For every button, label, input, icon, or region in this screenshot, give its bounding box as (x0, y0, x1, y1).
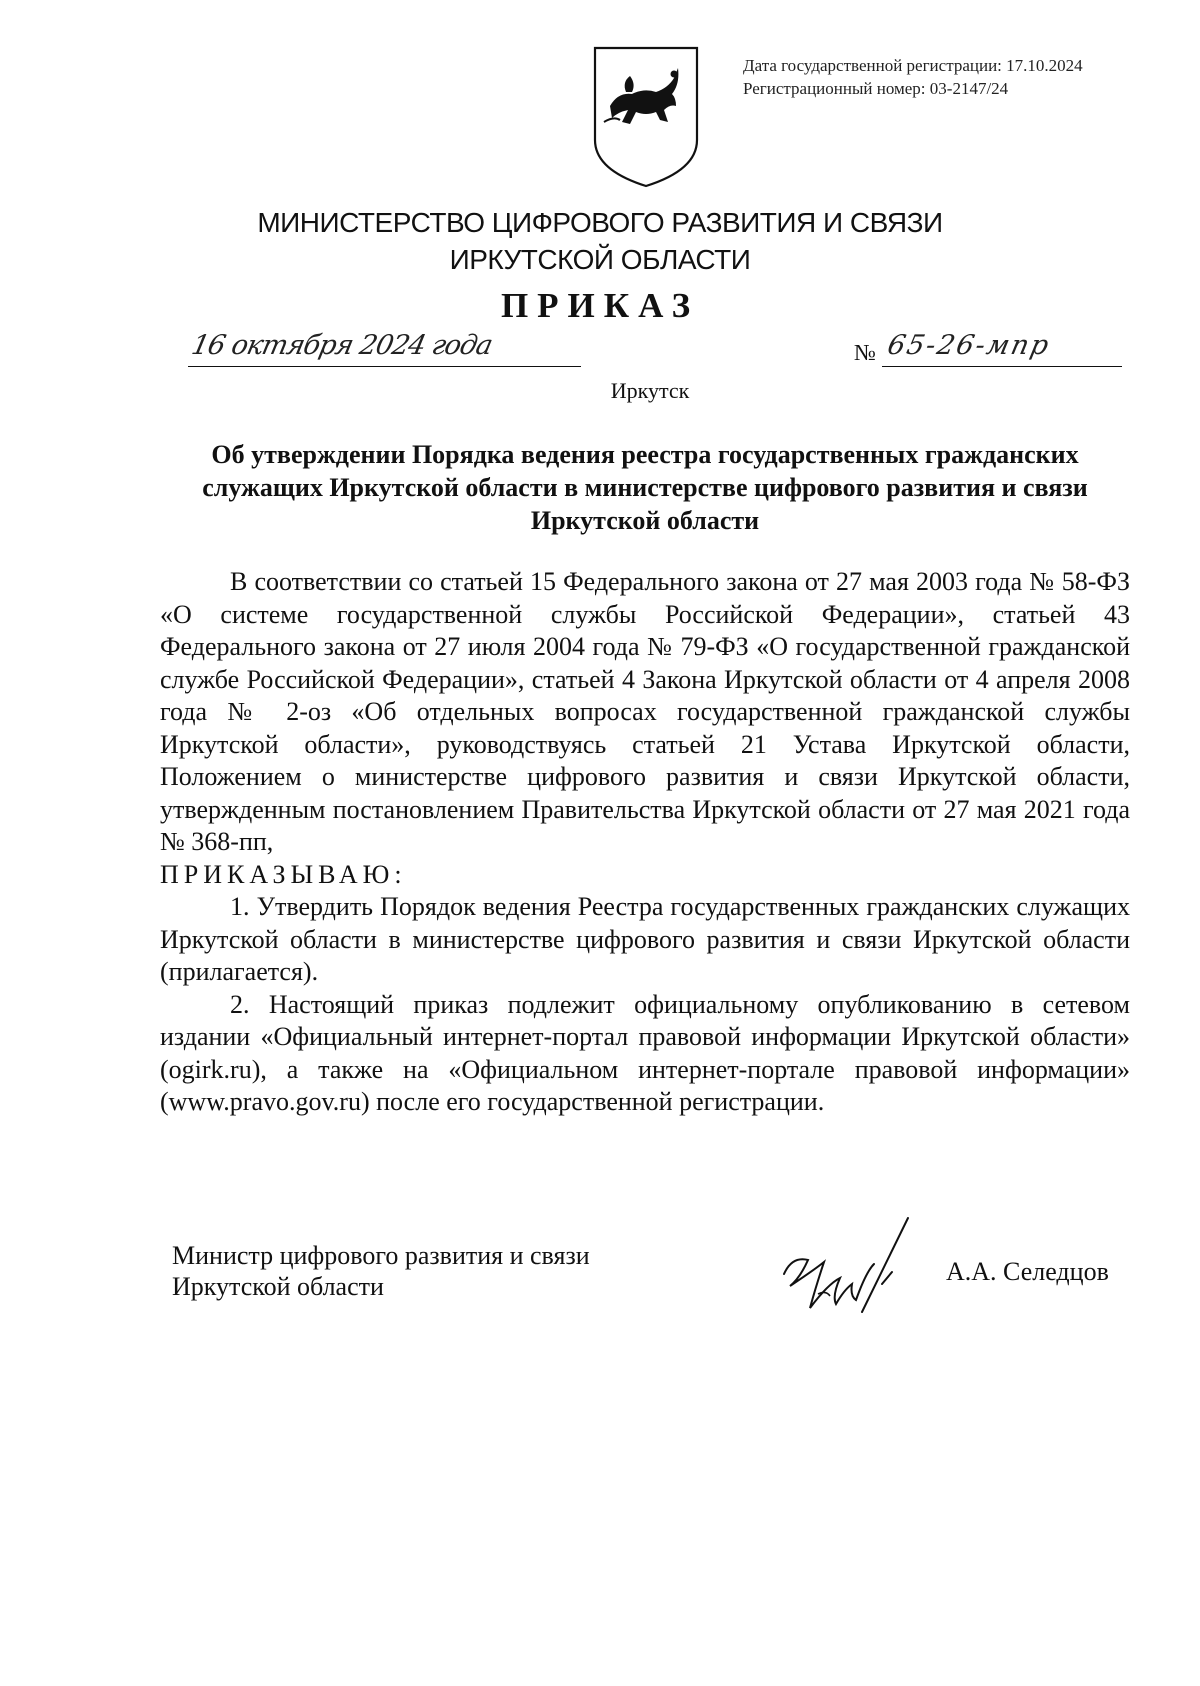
ministry-line-1: МИНИСТЕРСТВО ЦИФРОВОГО РАЗВИТИЯ И СВЯЗИ (257, 207, 943, 238)
document-body (160, 566, 1130, 1119)
signer-position (172, 1240, 590, 1302)
document-type: ПРИКАЗ (500, 286, 700, 325)
date-handwritten: 16 октября 2024 года (188, 330, 495, 361)
preamble-paragraph: В соответствии со статьей 15 Федерального закона от 27 мая 2003 года № 58-ФЗ «О системе государственной службы Российской Федерации», статьей 43 Федерального закона от 27 июля 2004 года № 79-ФЗ «О государственной гражданской службе Российской Федерации», статьей 4 Закона Иркутской области от 4 апреля 2008 года № 2-оз «Об отдельных вопросах государственной гражданской службы Иркутской области», руководствуясь статьей 21 Устава Иркутской области, Положением о министерстве цифрового развития и связи Иркутской области, утвержденным постановлением Правительства Иркутской области от 27 мая 2021 года № 368-пп, (160, 567, 1130, 856)
order-item-1: 1. Утвердить Порядок ведения Реестра государственных гражданских служащих Иркутской области в министерстве цифрового развития и связи Иркутской области (прилагается). (160, 892, 1130, 986)
registration-info (743, 54, 1083, 100)
ministry-line-2: ИРКУТСКОЙ ОБЛАСТИ (449, 244, 751, 275)
number-handwritten: 65-26-мпр (884, 330, 1054, 361)
number-field (882, 330, 1122, 367)
ministry-name (0, 204, 1200, 278)
signature-icon (770, 1212, 930, 1332)
number-label: № (854, 340, 876, 365)
signer-position-line-1: Министр цифрового развития и связи (172, 1241, 590, 1270)
coat-of-arms-icon (590, 44, 702, 190)
order-item-2: 2. Настоящий приказ подлежит официальному опубликованию в сетевом издании «Официальный интернет-портал правовой информации Иркутской области» (ogirk.ru), а также на «Официальном интернет-портале правовой информации» (www.pravo.gov.ru) после его государственной регистрации. (160, 989, 1130, 1116)
city: Иркутск (610, 378, 690, 403)
signer-name: А.А. Селедцов (946, 1257, 1109, 1286)
signer-position-line-2: Иркутской области (172, 1272, 384, 1301)
document-title: Об утверждении Порядка ведения реестра государственных гражданских служащих Иркутской области в министерстве цифрового развития и связи Иркутской области (202, 440, 1088, 535)
decree-word: ПРИКАЗЫВАЮ: (160, 859, 407, 889)
registration-number: Регистрационный номер: 03-2147/24 (743, 79, 1009, 98)
date-field (188, 332, 581, 367)
registration-date: Дата государственной регистрации: 17.10.2024 (743, 56, 1083, 75)
